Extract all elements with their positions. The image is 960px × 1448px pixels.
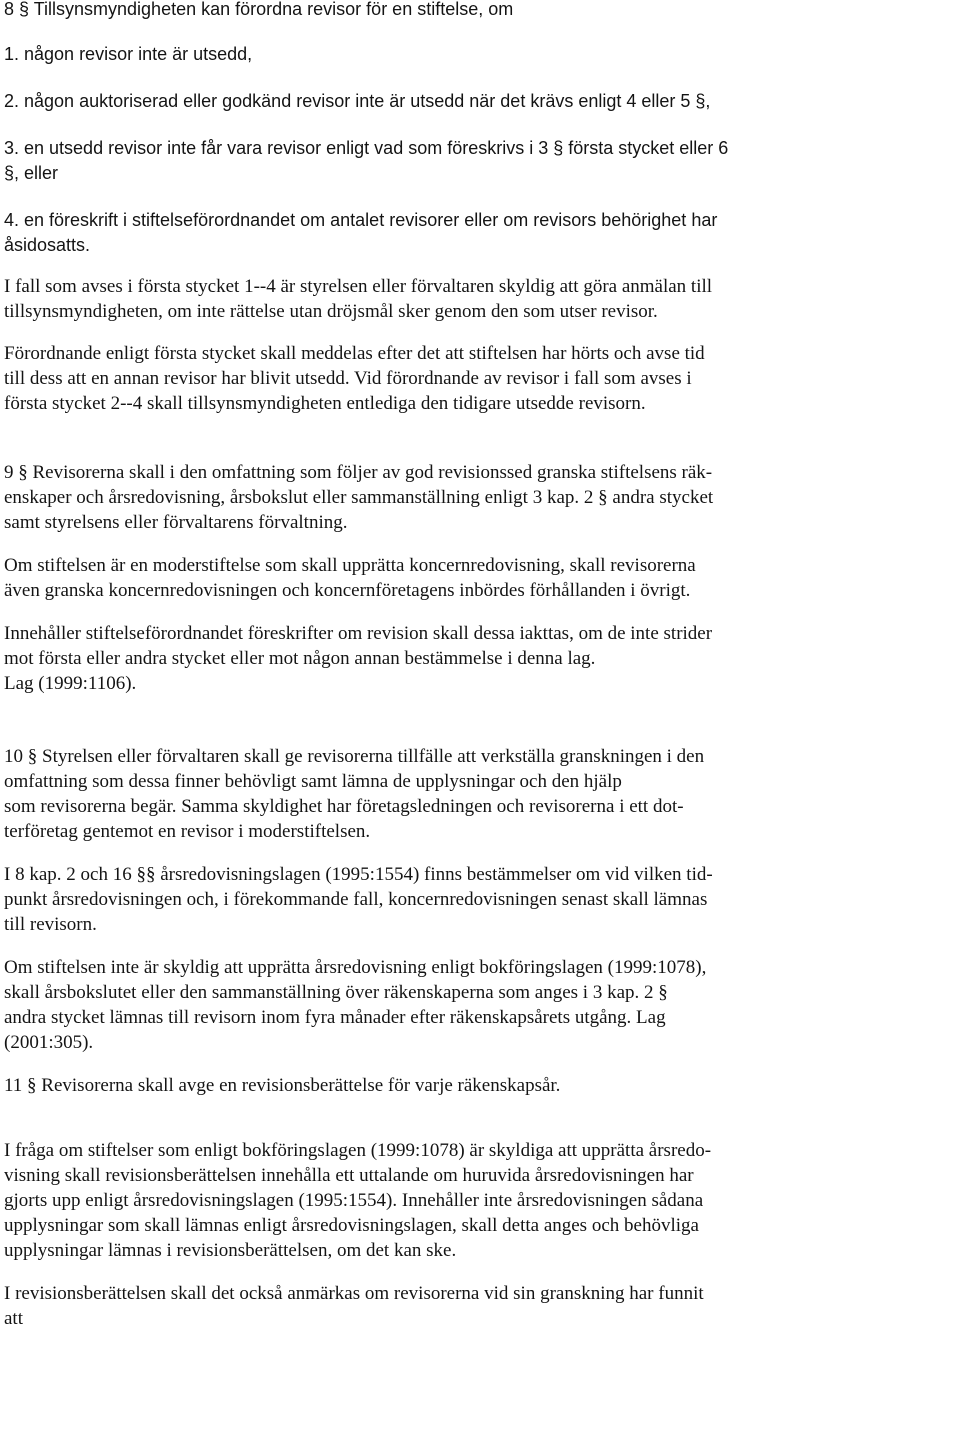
section-8-paragraph-2: I fall som avses i första stycket 1--4 är styrelsen eller förvaltaren skyldig att göra anmälan till tillsynsmyndigheten, om inte rättelse utan dröjsmål sker genom den som utser revisor.: [4, 276, 713, 322]
section-11-paragraph-1: 11 § Revisorerna skall avge en revisionsberättelse för varje räkenskapsår.: [4, 1075, 561, 1096]
section-11-paragraph-3: I revisionsberättelsen skall det också anmärkas om revisorerna vid sin granskning har funnit att: [4, 1283, 704, 1329]
section-8-item-4: 4. en föreskrift i stiftelseförordnandet om antalet revisorer eller om revisors behörighet har åsidosatts.: [4, 210, 718, 255]
section-8-item-1: 1. någon revisor inte är utsedd,: [4, 44, 253, 64]
section-11-paragraph-2: I fråga om stiftelser som enligt bokföringslagen (1999:1078) är skyldiga att upprätta årsredo- visning skall revisionsberättelsen innehålla ett uttalande om huruvida årsredovisningen har gjorts upp enligt årsredovisningslagen (1995:1554). Innehåller inte årsredovisningen sådana upplysningar som skall lämnas enligt årsredovisningslagen, skall detta anges och behövliga upplysningar lämnas i revisionsberättelsen, om det kan ske.: [4, 1140, 712, 1261]
section-9-paragraph-2: Om stiftelsen är en moderstiftelse som skall upprätta koncernredovisning, skall revisorerna även granska koncernredovisningen och koncernföretagens inbördes förhållanden i övrigt.: [4, 555, 696, 601]
section-8-item-3: 3. en utsedd revisor inte får vara revisor enligt vad som föreskrivs i 3 § första stycket eller 6 §, eller: [4, 138, 729, 183]
section-9-paragraph-1: 9 § Revisorerna skall i den omfattning som följer av god revisionssed granska stiftelsens räk- enskaper och årsredovisning, årsbokslut eller sammanställning enligt 3 kap. 2 § andra stycket samt styrelsens eller förvaltarens förvaltning.: [4, 462, 714, 533]
section-8-paragraph-3: Förordnande enligt första stycket skall meddelas efter det att stiftelsen har hörts och avse tid till dess att en annan revisor har blivit utsedd. Vid förordnande av revisor i fall som avses i första stycket 2--4 skall tillsynsmyndigheten entlediga den tidigare utsedde revisorn.: [4, 343, 705, 414]
section-10-paragraph-2: I 8 kap. 2 och 16 §§ årsredovisningslagen (1995:1554) finns bestämmelser om vid vilken tid- punkt årsredovisningen och, i förekommande fall, koncernredovisningen senast skall lämnas till revisorn.: [4, 864, 713, 935]
section-8-intro: 8 § Tillsynsmyndigheten kan förordna revisor för en stiftelse, om: [4, 0, 514, 19]
section-9-paragraph-3: Innehåller stiftelseförordnandet föreskrifter om revision skall dessa iakttas, om de inte strider mot första eller andra stycket eller mot någon annan bestämmelse i denna lag. Lag (1999:1106).: [4, 623, 713, 694]
section-8-item-2: 2. någon auktoriserad eller godkänd revisor inte är utsedd när det krävs enligt 4 eller 5 §,: [4, 91, 711, 111]
section-10-paragraph-3: Om stiftelsen inte är skyldig att upprätta årsredovisning enligt bokföringslagen (1999:1078), skall årsbokslutet eller den sammanställning över räkenskaperna som anges i 3 kap. 2 § andra stycket lämnas till revisorn inom fyra månader efter räkenskapsårets utgång. Lag (2001:305).: [4, 957, 707, 1053]
section-10-paragraph-1: 10 § Styrelsen eller förvaltaren skall ge revisorerna tillfälle att verkställa granskningen i den omfattning som dessa finner behövligt samt lämna de upplysningar och den hjälp som revisorerna begär. Samma skyldighet har företagsledningen och revisorerna i ett dot- terföretag gentemot en revisor i moderstiftelsen.: [4, 746, 705, 842]
document-page: [4, 0, 959, 1331]
